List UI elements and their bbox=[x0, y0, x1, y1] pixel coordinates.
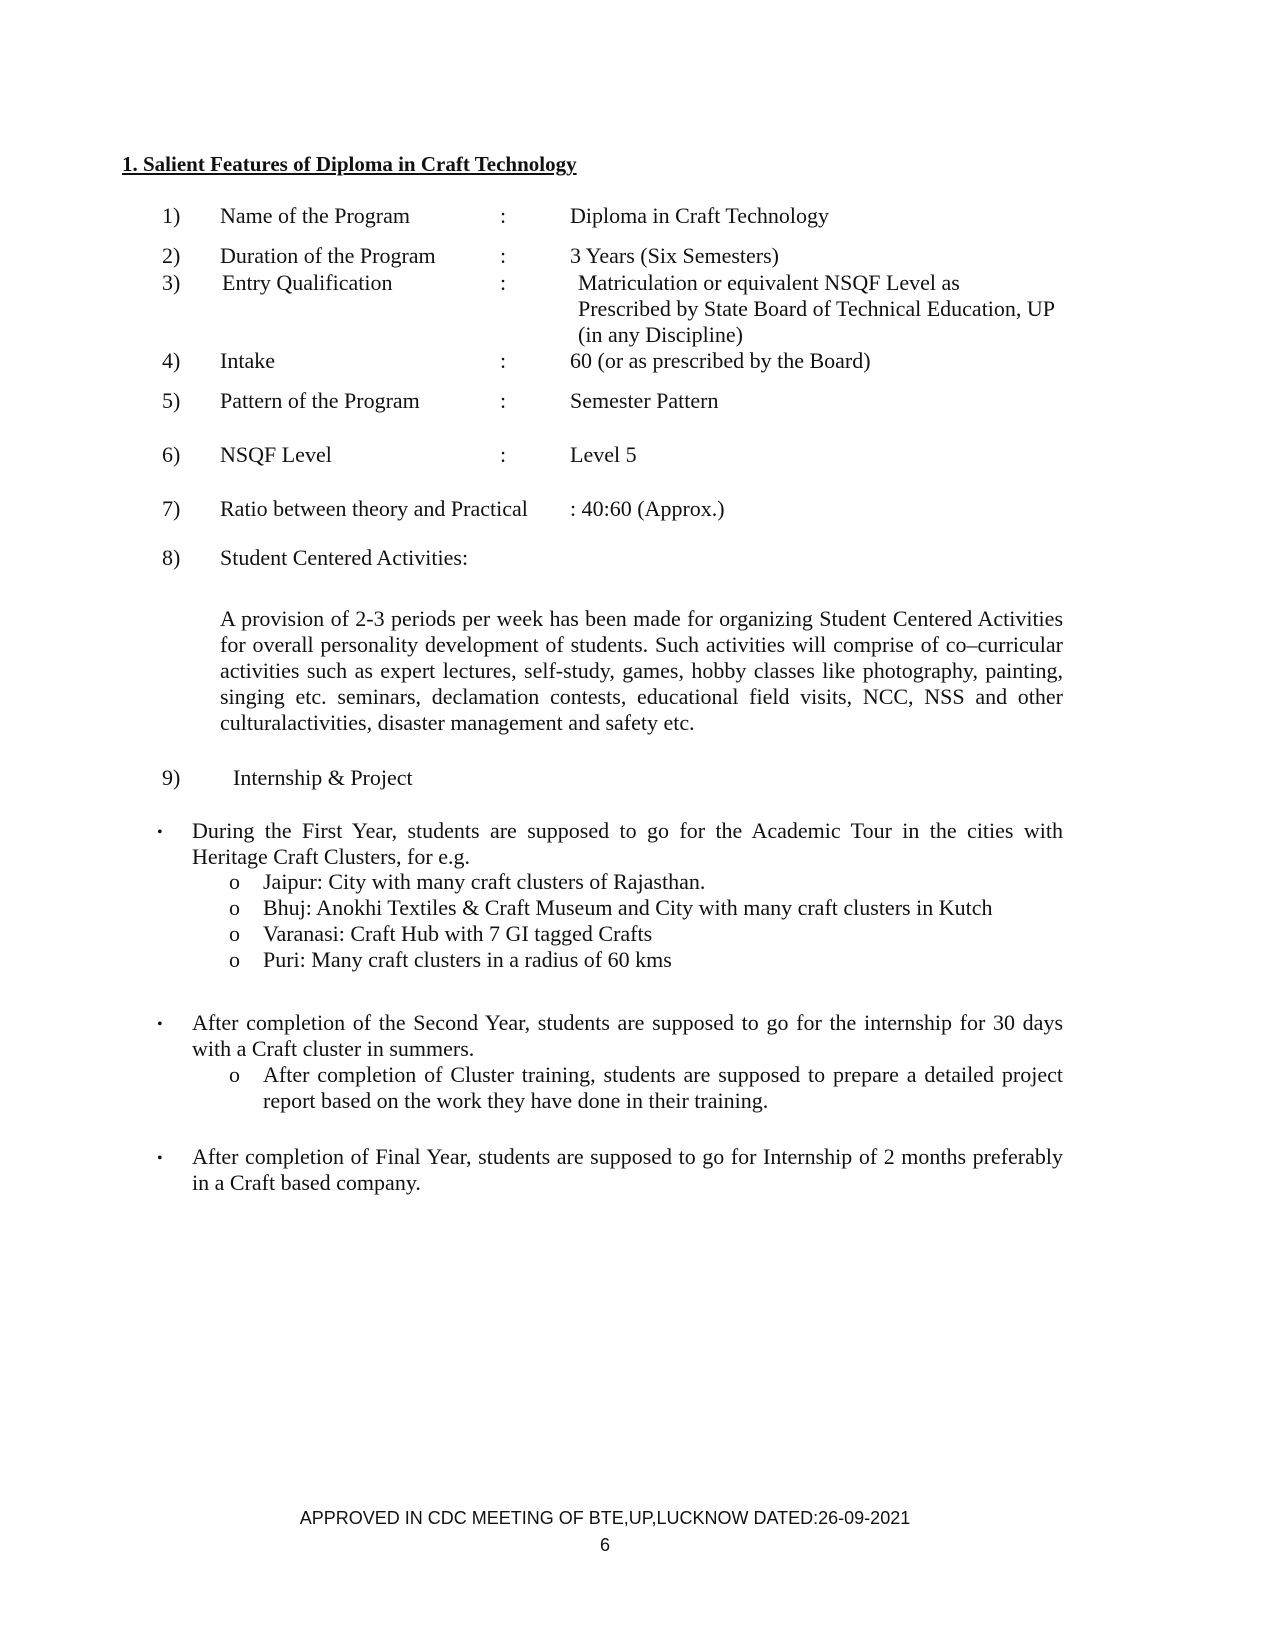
item-number: 9) bbox=[162, 765, 181, 790]
sub-bullet-text: Bhuj: Anokhi Textiles & Craft Museum and City with many craft clusters in Kutch bbox=[263, 895, 993, 920]
item-label: Internship & Project bbox=[233, 765, 413, 790]
item-value: : 40:60 (Approx.) bbox=[570, 496, 725, 521]
item-number: 1) bbox=[162, 203, 181, 228]
sub-bullet-text: Jaipur: City with many craft clusters of Rajasthan. bbox=[263, 869, 706, 894]
item-value: Diploma in Craft Technology bbox=[570, 203, 829, 228]
item-number: 8) bbox=[162, 545, 181, 570]
sub-bullet-text: Puri: Many craft clusters in a radius of 60 kms bbox=[263, 947, 672, 972]
item-colon: : bbox=[500, 270, 507, 295]
item-label: Duration of the Program bbox=[220, 243, 436, 268]
item-label: Ratio between theory and Practical bbox=[220, 496, 528, 521]
item-colon: : bbox=[500, 442, 507, 467]
item-label: Name of the Program bbox=[220, 203, 410, 228]
sub-bullet-text: Varanasi: Craft Hub with 7 GI tagged Crafts bbox=[263, 921, 653, 946]
item-number: 4) bbox=[162, 348, 181, 373]
section-heading: 1. Salient Features of Diploma in Craft Technology bbox=[122, 152, 577, 176]
item-label: Entry Qualification bbox=[222, 270, 393, 295]
item-number: 7) bbox=[162, 496, 181, 521]
item-value: 60 (or as prescribed by the Board) bbox=[570, 348, 871, 373]
item-value-line: Prescribed by State Board of Technical Education, UP bbox=[578, 296, 1056, 321]
item-label: Pattern of the Program bbox=[220, 388, 420, 413]
bullet-text: After completion of the Second Year, students are supposed to go for the internship for 30 days with a Craft cluster in summers. bbox=[192, 1010, 1063, 1061]
sub-bullet-marker: o bbox=[229, 869, 240, 894]
sub-bullet-text: After completion of Cluster training, students are supposed to prepare a detailed project report based on the work they have done in their training. bbox=[263, 1062, 1063, 1113]
item-number: 3) bbox=[162, 270, 181, 295]
item-value: 3 Years (Six Semesters) bbox=[570, 243, 779, 268]
item-number: 6) bbox=[162, 442, 181, 467]
item-colon: : bbox=[500, 388, 507, 413]
bullet-text: During the First Year, students are supposed to go for the Academic Tour in the cities with Heritage Craft Clusters, for e.g. bbox=[192, 818, 1063, 869]
sub-bullet-marker: o bbox=[229, 947, 240, 972]
item-value-line: Matriculation or equivalent NSQF Level as bbox=[578, 270, 960, 295]
item-number: 2) bbox=[162, 243, 181, 268]
bullet-marker: • bbox=[157, 1150, 163, 1167]
item-label: Intake bbox=[220, 348, 275, 373]
item-label: NSQF Level bbox=[220, 442, 332, 467]
sub-bullet-marker: o bbox=[229, 1062, 240, 1087]
item-number: 5) bbox=[162, 388, 181, 413]
item-value: Semester Pattern bbox=[570, 388, 719, 413]
approval-footer: APPROVED IN CDC MEETING OF BTE,UP,LUCKNOW DATED:26-09-2021 bbox=[299, 1508, 911, 1528]
page-number: 6 bbox=[599, 1535, 610, 1555]
bullet-text: After completion of Final Year, students are supposed to go for Internship of 2 months preferably in a Craft based company. bbox=[192, 1144, 1063, 1195]
item-value-line: (in any Discipline) bbox=[578, 322, 743, 347]
item-value: Level 5 bbox=[570, 442, 637, 467]
bullet-marker: • bbox=[157, 1016, 163, 1033]
sub-bullet-marker: o bbox=[229, 895, 240, 920]
sub-bullet-marker: o bbox=[229, 921, 240, 946]
activities-paragraph: A provision of 2-3 periods per week has been made for organizing Student Centered Activities for overall personality development of students. Such activities will comprise of co–curricular activities such as expert lectures, self-study, games, hobby classes like photography, painting, singing etc. seminars, declamation contests, educational field visits, NCC, NSS and other culturalactivities, disaster management and safety etc. bbox=[220, 606, 1063, 735]
item-colon: : bbox=[500, 203, 507, 228]
item-colon: : bbox=[500, 348, 507, 373]
item-label: Student Centered Activities: bbox=[220, 545, 469, 570]
bullet-marker: • bbox=[157, 824, 163, 841]
item-colon: : bbox=[500, 243, 507, 268]
